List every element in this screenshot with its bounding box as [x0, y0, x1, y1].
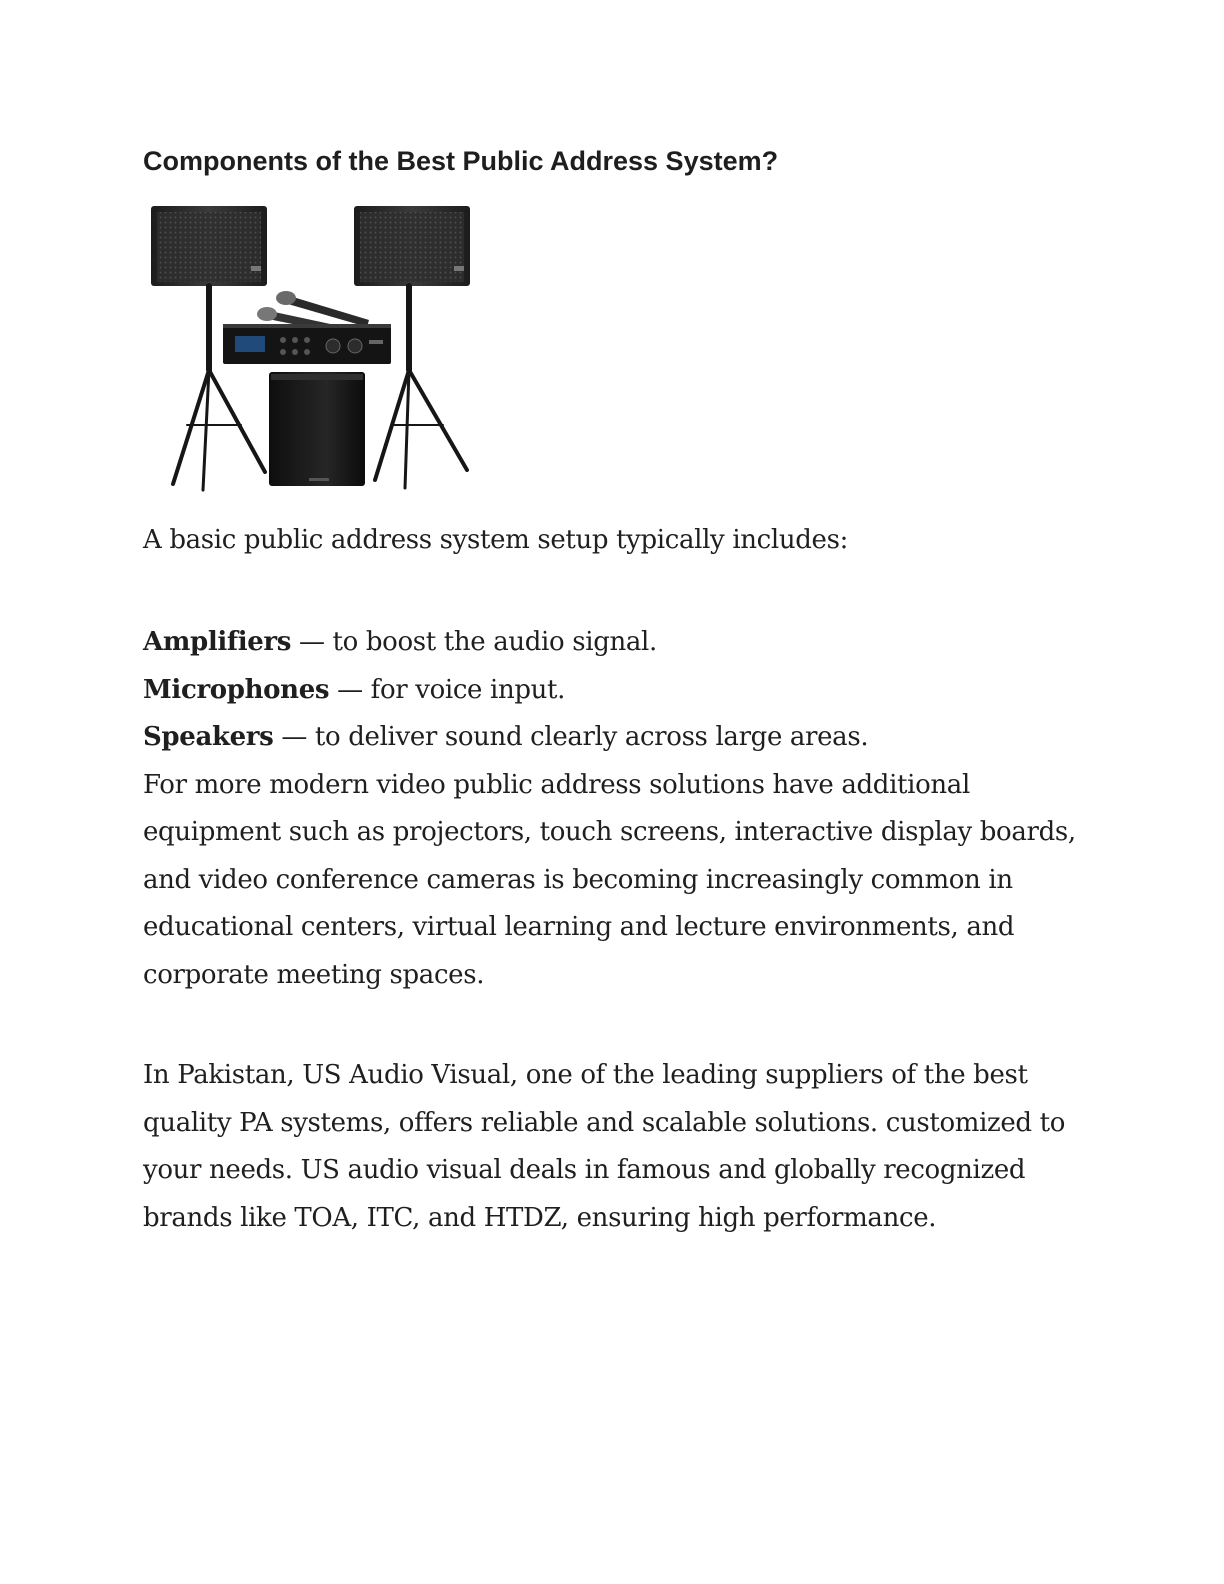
left-stand [173, 286, 265, 490]
list-item-term: Amplifiers [143, 627, 292, 657]
intro-text: A basic public address system setup typically includes: [143, 525, 848, 555]
list-item-desc: — to deliver sound clearly across large areas. [273, 722, 869, 752]
list-item [143, 619, 1083, 667]
right-speaker [354, 206, 470, 286]
list-item-term: Microphones [143, 674, 330, 705]
left-speaker [151, 206, 267, 286]
amplifier-mixer [223, 324, 391, 364]
right-stand [375, 286, 467, 488]
pa-system-image [143, 200, 483, 500]
video-paragraph: For more modern video public address solutions have additional equipment such as projectors, touch screens, interactive display boards, and video conference cameras is becoming increasingly common in educational centers, virtual learning and lecture environments, and corporate meeting spaces. [143, 769, 1076, 990]
subwoofer [269, 372, 365, 486]
list-item-term: Speakers [143, 722, 274, 752]
pakistan-paragraph: In Pakistan, US Audio Visual, one of the leading suppliers of the best quality PA systems, offers reliable and scalable solutions. customized to your needs. US audio visual deals in famous and globally recognized brands like TOA, ITC, and HTDZ, ensuring high performance. [143, 1060, 1066, 1233]
components-list [143, 619, 1083, 999]
list-item [143, 714, 1083, 762]
list-item-desc: — for voice input. [329, 674, 566, 705]
list-item-desc: — to boost the audio signal. [291, 627, 657, 657]
page-title: Components of the Best Public Address System? [143, 146, 779, 176]
list-item [143, 667, 1083, 715]
